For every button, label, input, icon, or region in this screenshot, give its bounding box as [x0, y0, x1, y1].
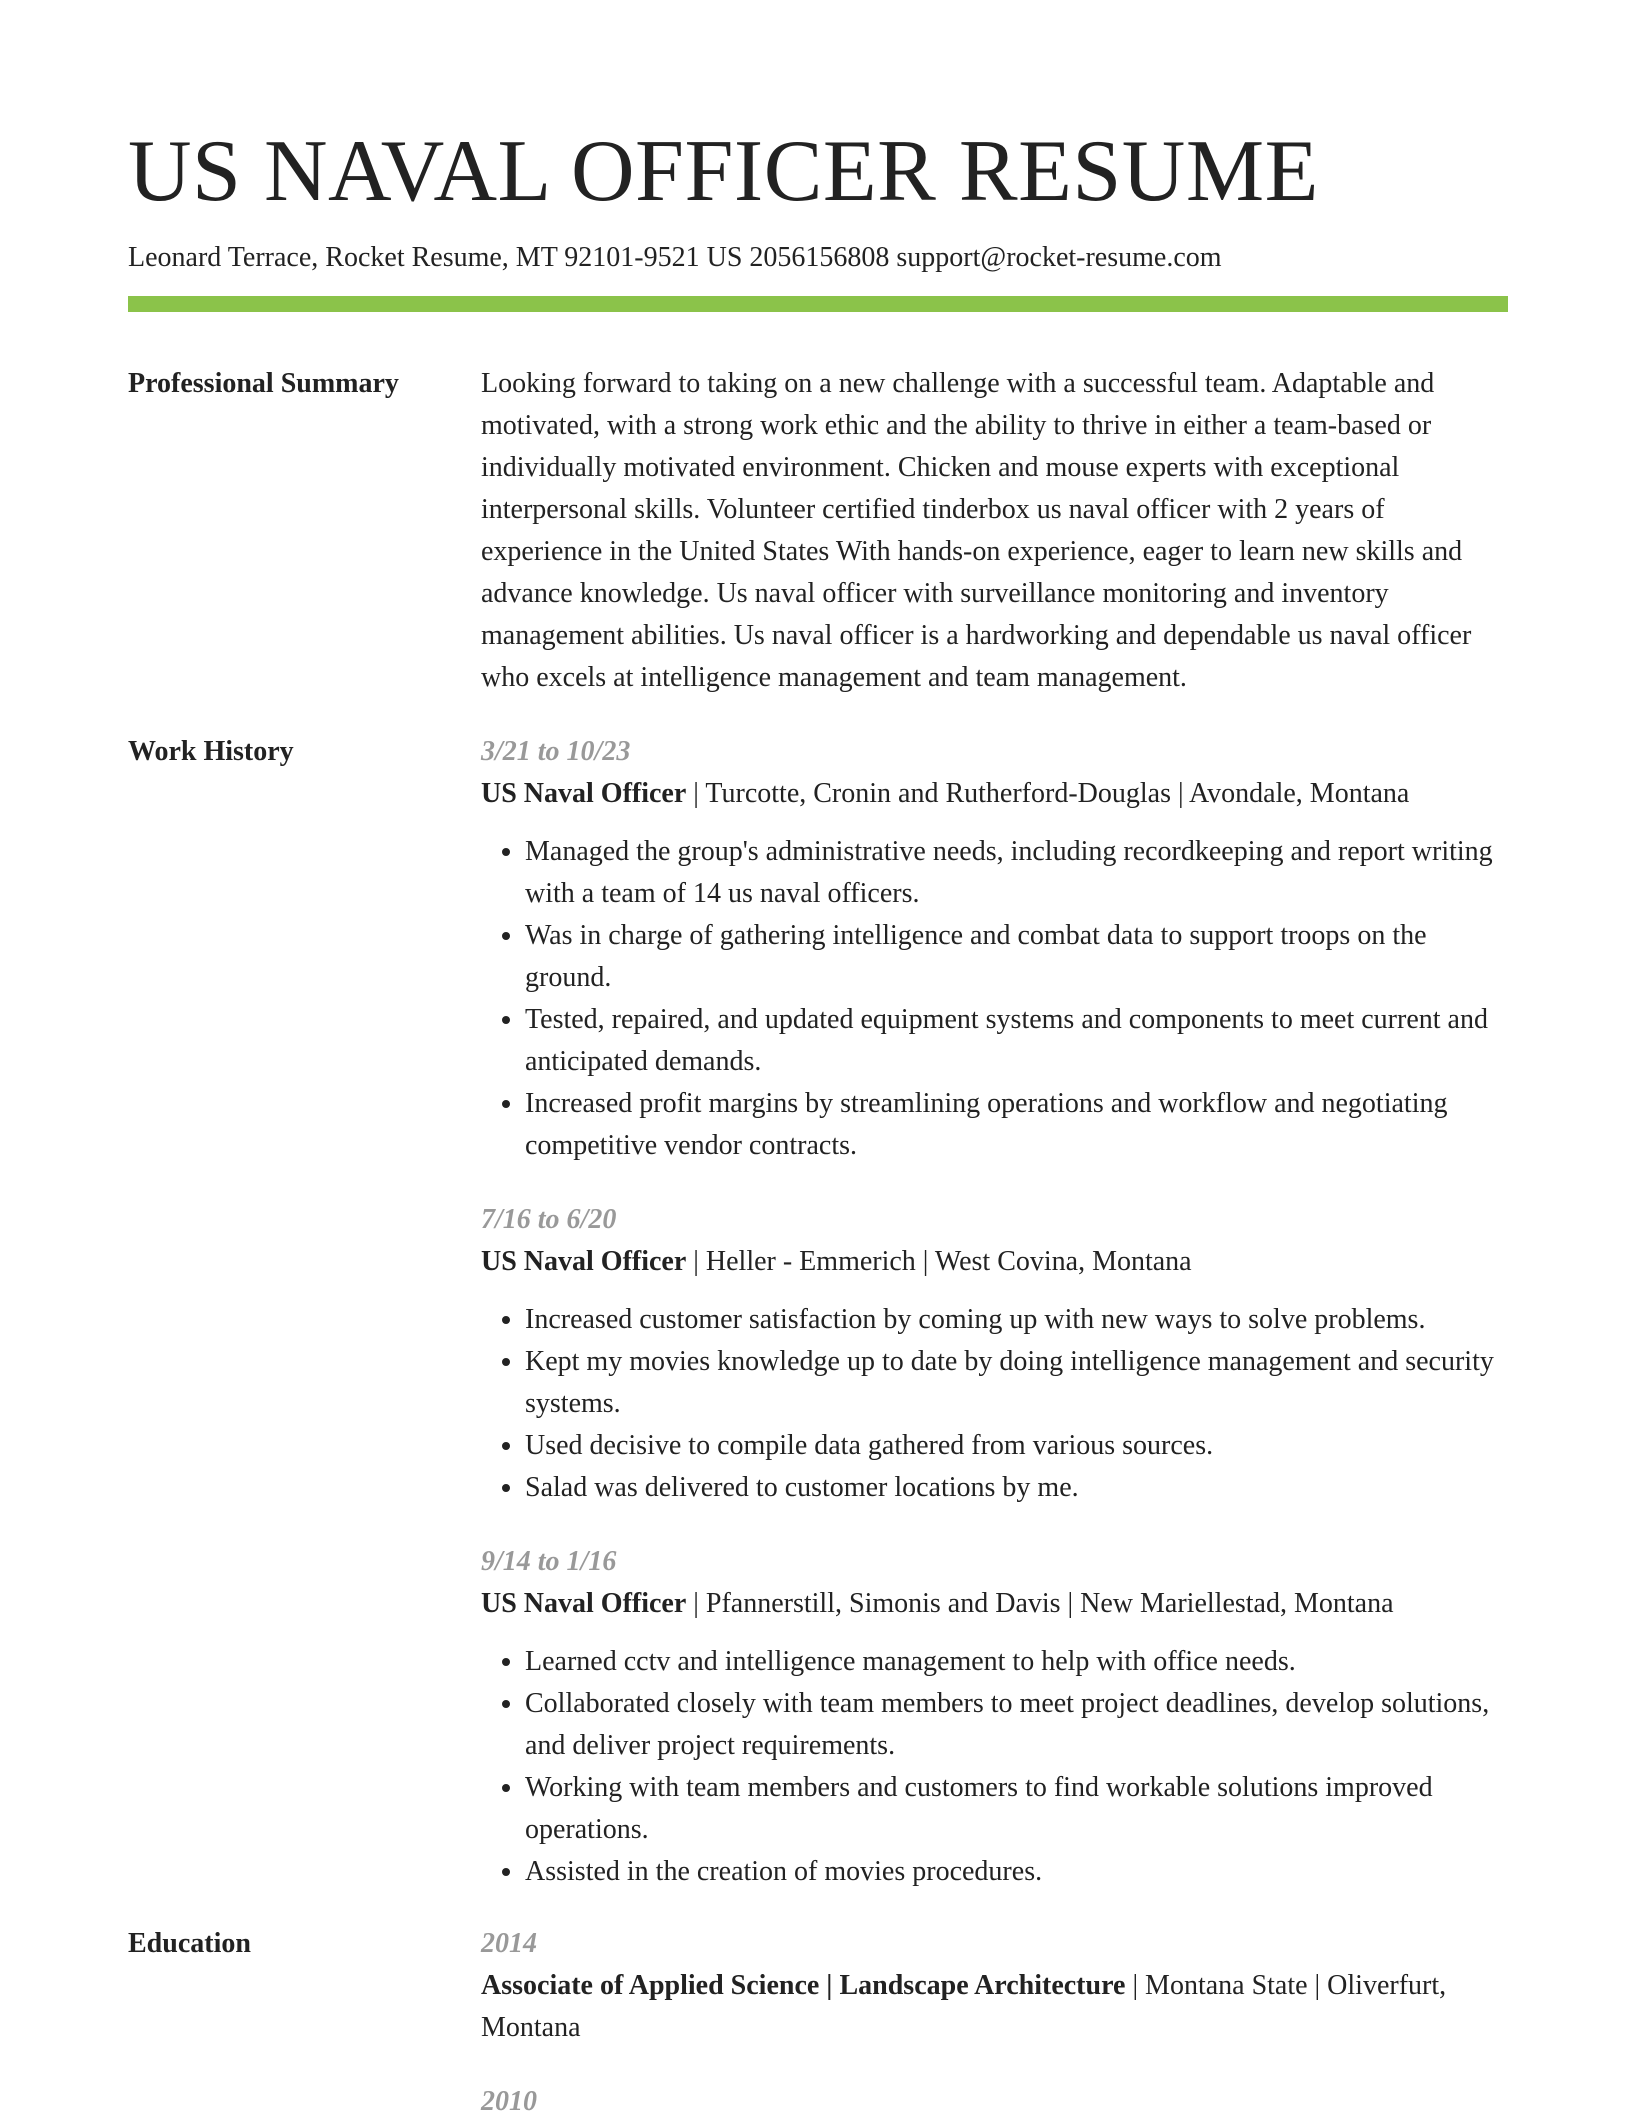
education-year: 2010 — [481, 2086, 537, 2117]
job-bullet: • Assisted in the creation of movies procedures. — [525, 1851, 1508, 1893]
contact-line: Leonard Terrace, Rocket Resume, MT 92101-9521 US 2056156808 support@rocket-resume.com — [128, 242, 1222, 273]
education-entry — [481, 1923, 1508, 2049]
job-title: US Naval Officer — [481, 778, 687, 809]
job-bullet: • Kept my movies knowledge up to date by doing intelligence management and security systems. — [525, 1341, 1508, 1425]
education-degree-line — [481, 1965, 1508, 2049]
job-bullets — [481, 1641, 1508, 1893]
education-entries — [481, 1923, 1508, 2123]
job-bullets — [481, 831, 1508, 1167]
resume-page — [128, 0, 1508, 2123]
resume-title: US NAVAL OFFICER RESUME — [128, 123, 1319, 220]
job-role-line — [481, 1583, 1508, 1625]
section-label-summary: Professional Summary — [128, 368, 399, 399]
professional-summary-section — [128, 363, 1508, 699]
job-bullet: • Was in charge of gathering intelligence and combat data to support troops on the ground. — [525, 915, 1508, 999]
job-title: US Naval Officer — [481, 1246, 687, 1277]
job-bullet: • Working with team members and customers to find workable solutions improved operations. — [525, 1767, 1508, 1851]
job-dates: 9/14 to 1/16 — [481, 1546, 617, 1577]
work-history-section — [128, 731, 1508, 1893]
education-entry — [481, 2081, 1508, 2123]
work-entries — [481, 731, 1508, 1893]
job-bullet: • Used decisive to compile data gathered from various sources. — [525, 1425, 1508, 1467]
education-school-location: | Montana State | Oliverfurt, Montana — [481, 1970, 1447, 2043]
job-bullet: • Managed the group's administrative needs, including recordkeeping and report writing with a team of 14 us naval officers. — [525, 831, 1508, 915]
work-entry — [481, 1199, 1508, 1509]
work-entry — [481, 1541, 1508, 1893]
job-role-line — [481, 1241, 1508, 1283]
job-bullet: • Collaborated closely with team members to meet project deadlines, develop solutions, and deliver project requirements. — [525, 1683, 1508, 1767]
education-section — [128, 1923, 1508, 2123]
job-bullet: • Salad was delivered to customer locations by me. — [525, 1467, 1508, 1509]
section-label-work: Work History — [128, 736, 294, 767]
job-bullet: • Tested, repaired, and updated equipment systems and components to meet current and anticipated demands. — [525, 999, 1508, 1083]
job-bullet: • Learned cctv and intelligence management to help with office needs. — [525, 1641, 1508, 1683]
job-employer-location: | Pfannerstill, Simonis and Davis | New Mariellestad, Montana — [686, 1588, 1394, 1619]
job-title: US Naval Officer — [481, 1588, 687, 1619]
job-employer-location: | Turcotte, Cronin and Rutherford-Douglas | Avondale, Montana — [686, 778, 1410, 809]
job-bullet: • Increased profit margins by streamlining operations and workflow and negotiating competitive vendor contracts. — [525, 1083, 1508, 1167]
accent-divider — [128, 296, 1508, 312]
section-label-education: Education — [128, 1928, 251, 1959]
job-employer-location: | Heller - Emmerich | West Covina, Montana — [686, 1246, 1192, 1277]
education-degree: Associate of Applied Science | Landscape Architecture — [481, 1970, 1126, 2001]
job-bullet: • Increased customer satisfaction by coming up with new ways to solve problems. — [525, 1299, 1508, 1341]
education-year: 2014 — [481, 1928, 537, 1959]
job-role-line — [481, 773, 1508, 815]
summary-text: Looking forward to taking on a new challenge with a successful team. Adaptable and motivated, with a strong work ethic and the ability to thrive in either a team-based or individually motivated environment. Chicken and mouse experts with exceptional interpersonal skills. Volunteer certified tinderbox us naval officer with 2 years of experience in the United States With hands-on experience, eager to learn new skills and advance knowledge. Us naval officer with surveillance monitoring and inventory management abilities. Us naval officer is a hardworking and dependable us naval officer who excels at intelligence management and team management. — [481, 368, 1472, 693]
job-dates: 7/16 to 6/20 — [481, 1204, 617, 1235]
job-dates: 3/21 to 10/23 — [481, 736, 631, 767]
work-entry — [481, 731, 1508, 1167]
job-bullets — [481, 1299, 1508, 1509]
